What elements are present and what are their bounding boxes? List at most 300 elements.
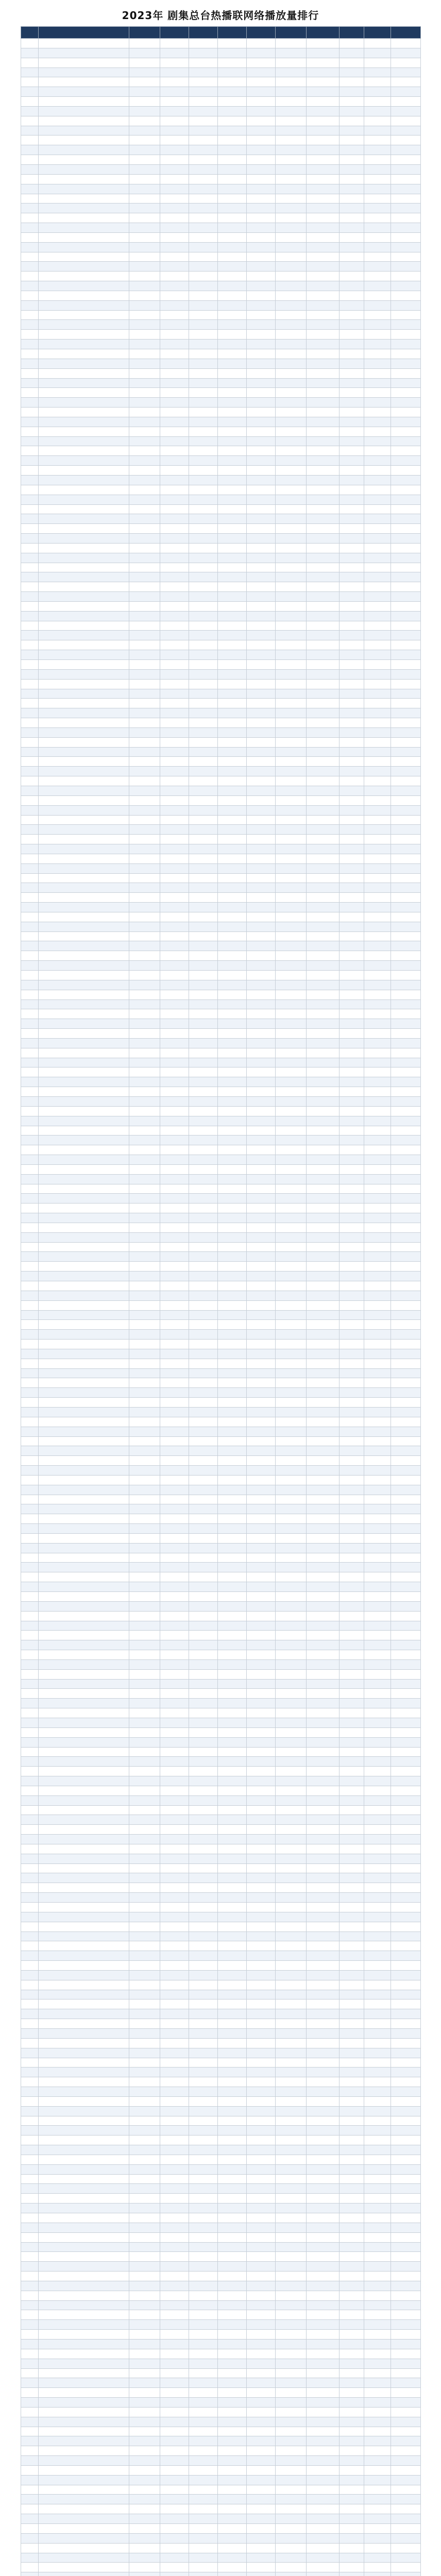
table-row [21, 2252, 421, 2262]
table-cell [189, 1883, 218, 1893]
table-cell [247, 1136, 276, 1145]
table-cell [189, 2417, 218, 2427]
table-cell [340, 1572, 364, 1582]
table-cell [307, 805, 340, 815]
table-cell [247, 1786, 276, 1795]
table-cell [276, 204, 307, 213]
table-cell [160, 2077, 189, 2087]
table-cell [391, 2417, 421, 2427]
table-cell [307, 912, 340, 922]
table-cell [247, 524, 276, 534]
table-cell [189, 1689, 218, 1699]
table-cell [189, 1747, 218, 1757]
table-cell [276, 417, 307, 427]
table-cell [307, 621, 340, 631]
table-cell [189, 1621, 218, 1631]
table-cell [276, 640, 307, 650]
table-cell [218, 291, 247, 300]
table-cell [364, 669, 391, 679]
table-cell [247, 398, 276, 408]
table-cell [39, 1737, 129, 1747]
table-cell [129, 1883, 160, 1893]
table-cell [340, 1611, 364, 1621]
table-cell [189, 1524, 218, 1534]
table-cell [391, 2184, 421, 2194]
table-cell [307, 2446, 340, 2456]
table-cell [21, 2204, 39, 2213]
table-cell [247, 1611, 276, 1621]
table-cell [129, 1815, 160, 1825]
table-cell [276, 1572, 307, 1582]
table-cell [21, 835, 39, 844]
table-cell [276, 408, 307, 417]
table-row [21, 1436, 421, 1446]
table-cell [307, 1349, 340, 1359]
table-cell [21, 368, 39, 378]
table-cell [247, 1640, 276, 1650]
table-cell [21, 660, 39, 670]
table-cell [364, 1087, 391, 1097]
table-cell [340, 931, 364, 941]
table-cell [129, 1980, 160, 1990]
table-cell [21, 1281, 39, 1291]
table-cell [218, 2465, 247, 2475]
table-cell [218, 106, 247, 116]
table-cell [189, 1466, 218, 1476]
table-cell [391, 961, 421, 971]
table-cell [189, 2106, 218, 2116]
table-row [21, 242, 421, 252]
table-cell [307, 2572, 340, 2576]
table-cell [129, 1213, 160, 1223]
table-cell [247, 1903, 276, 1912]
table-cell [160, 553, 189, 563]
table-cell [129, 2320, 160, 2330]
table-cell [21, 2388, 39, 2398]
table-cell [276, 1582, 307, 1592]
table-row [21, 184, 421, 194]
table-cell [189, 1272, 218, 1281]
table-cell [21, 2368, 39, 2378]
table-cell [391, 1631, 421, 1640]
table-cell [39, 990, 129, 999]
table-cell [340, 232, 364, 242]
table-cell [189, 1903, 218, 1912]
table-cell [129, 1330, 160, 1340]
table-cell [129, 883, 160, 893]
table-cell [391, 669, 421, 679]
table-cell [129, 1786, 160, 1795]
table-cell [276, 1825, 307, 1835]
table-cell [247, 1757, 276, 1767]
table-cell [340, 252, 364, 262]
table-row [21, 883, 421, 893]
table-cell [39, 378, 129, 388]
table-cell [160, 1659, 189, 1669]
table-cell [364, 699, 391, 708]
table-cell [340, 1951, 364, 1961]
table-cell [247, 1204, 276, 1213]
table-cell [307, 1252, 340, 1262]
table-row [21, 2524, 421, 2534]
table-cell [247, 2427, 276, 2436]
table-cell [364, 1281, 391, 1291]
table-cell [39, 650, 129, 660]
table-cell [276, 854, 307, 863]
table-cell [364, 2368, 391, 2378]
table-cell [340, 2504, 364, 2514]
table-cell [160, 1145, 189, 1155]
table-cell [189, 2174, 218, 2184]
table-cell [129, 2475, 160, 2485]
table-cell [218, 252, 247, 262]
table-cell [160, 1912, 189, 1922]
table-cell [364, 1155, 391, 1165]
table-cell [189, 417, 218, 427]
table-cell [218, 1116, 247, 1126]
table-cell [129, 903, 160, 912]
table-cell [129, 2330, 160, 2340]
table-row [21, 2378, 421, 2388]
table-cell [391, 1980, 421, 1990]
table-row [21, 2553, 421, 2563]
table-cell [364, 767, 391, 776]
table-cell [247, 825, 276, 835]
table-cell [364, 2174, 391, 2184]
table-cell [129, 631, 160, 640]
table-cell [189, 1970, 218, 1980]
table-cell [21, 106, 39, 116]
table-cell [160, 534, 189, 544]
table-row [21, 1873, 421, 1883]
table-row [21, 1854, 421, 1863]
table-cell [340, 1038, 364, 1048]
table-cell [21, 737, 39, 747]
table-cell [340, 164, 364, 174]
table-cell [276, 1378, 307, 1388]
table-cell [247, 815, 276, 825]
table-cell [276, 87, 307, 97]
table-cell [340, 1543, 364, 1553]
table-cell [276, 835, 307, 844]
table-cell [129, 1272, 160, 1281]
table-cell [340, 961, 364, 971]
table-cell [129, 1747, 160, 1757]
table-cell [364, 1291, 391, 1300]
table-cell [340, 1563, 364, 1572]
table-cell [307, 232, 340, 242]
table-cell [340, 1223, 364, 1232]
table-cell [218, 1281, 247, 1291]
table-cell [189, 349, 218, 359]
table-cell [39, 718, 129, 728]
table-cell [129, 262, 160, 272]
table-cell [39, 2048, 129, 2058]
table-cell [391, 2058, 421, 2067]
table-cell [21, 640, 39, 650]
table-cell [276, 1903, 307, 1912]
table-cell [218, 1922, 247, 1931]
table-cell [189, 1563, 218, 1572]
table-cell [307, 1087, 340, 1097]
table-cell [391, 2378, 421, 2388]
table-cell [160, 631, 189, 640]
table-cell [391, 1029, 421, 1039]
table-cell [39, 1767, 129, 1776]
table-cell [160, 1077, 189, 1087]
table-cell [160, 398, 189, 408]
table-cell [391, 1563, 421, 1572]
table-cell [218, 1553, 247, 1563]
table-cell [276, 485, 307, 495]
table-cell [218, 708, 247, 718]
table-cell [218, 2019, 247, 2029]
table-cell [21, 2048, 39, 2058]
table-cell [276, 524, 307, 534]
table-cell [21, 2028, 39, 2038]
table-cell [129, 708, 160, 718]
table-cell [129, 1320, 160, 1330]
table-cell [189, 135, 218, 145]
table-cell [39, 883, 129, 893]
table-cell [307, 1922, 340, 1931]
table-cell [160, 2485, 189, 2495]
table-cell [189, 708, 218, 718]
table-cell [307, 456, 340, 466]
table-cell [307, 1815, 340, 1825]
table-cell [364, 815, 391, 825]
table-row [21, 1155, 421, 1165]
table-cell [21, 1999, 39, 2009]
table-cell [307, 378, 340, 388]
table-cell [307, 1727, 340, 1737]
table-cell [364, 1223, 391, 1232]
table-cell [160, 1320, 189, 1330]
table-cell [247, 951, 276, 961]
table-cell [129, 2067, 160, 2077]
table-cell [39, 436, 129, 446]
table-cell [364, 2349, 391, 2359]
table-cell [276, 1631, 307, 1640]
table-cell [364, 1854, 391, 1863]
table-cell [129, 2300, 160, 2310]
table-cell [247, 2320, 276, 2330]
table-cell [189, 1106, 218, 1116]
table-row [21, 1611, 421, 1621]
table-cell [21, 1029, 39, 1039]
table-cell [218, 58, 247, 67]
table-cell [340, 1854, 364, 1863]
table-cell [247, 1524, 276, 1534]
table-cell [129, 1368, 160, 1378]
table-cell [391, 2485, 421, 2495]
table-row [21, 1563, 421, 1572]
table-cell [160, 1708, 189, 1718]
table-cell [307, 893, 340, 903]
table-cell [276, 2456, 307, 2466]
table-cell [129, 2572, 160, 2576]
table-cell [391, 2272, 421, 2281]
table-cell [189, 2368, 218, 2378]
table-cell [340, 951, 364, 961]
table-cell [364, 2204, 391, 2213]
table-cell [391, 1718, 421, 1727]
table-cell [307, 1873, 340, 1883]
table-cell [340, 1272, 364, 1281]
table-cell [189, 854, 218, 863]
table-cell [307, 2407, 340, 2417]
table-cell [247, 572, 276, 582]
table-cell [364, 2524, 391, 2534]
table-cell [364, 1941, 391, 1951]
table-cell [21, 1378, 39, 1388]
table-cell [218, 1145, 247, 1155]
table-cell [276, 349, 307, 359]
table-cell [391, 1970, 421, 1980]
table-row [21, 2232, 421, 2242]
table-cell [129, 2378, 160, 2388]
table-cell [307, 2330, 340, 2340]
table-cell [364, 1475, 391, 1485]
table-cell [21, 1427, 39, 1436]
table-cell [189, 2572, 218, 2576]
table-cell [160, 1087, 189, 1097]
table-cell [307, 1300, 340, 1310]
table-cell [340, 2563, 364, 2572]
table-cell [276, 1514, 307, 1524]
table-cell [247, 2077, 276, 2087]
table-cell [129, 1058, 160, 1067]
table-cell [189, 213, 218, 223]
table-row [21, 601, 421, 611]
table-cell [307, 2204, 340, 2213]
table-cell [276, 2038, 307, 2048]
table-cell [276, 174, 307, 184]
table-cell [391, 2242, 421, 2252]
table-cell [21, 1398, 39, 1408]
table-cell [340, 2456, 364, 2466]
table-cell [160, 2320, 189, 2330]
table-cell [247, 2272, 276, 2281]
table-cell [160, 2524, 189, 2534]
table-cell [39, 825, 129, 835]
table-row [21, 1815, 421, 1825]
table-cell [160, 164, 189, 174]
table-row [21, 2145, 421, 2155]
table-cell [160, 2553, 189, 2563]
table-cell [307, 2378, 340, 2388]
column-header [21, 27, 39, 39]
table-cell [160, 2184, 189, 2194]
table-cell [21, 485, 39, 495]
table-cell [189, 1223, 218, 1232]
table-cell [160, 1164, 189, 1174]
table-cell [307, 514, 340, 524]
table-row [21, 1194, 421, 1204]
table-cell [39, 631, 129, 640]
table-cell [189, 67, 218, 77]
table-cell [189, 631, 218, 640]
table-cell [276, 504, 307, 514]
table-cell [307, 2310, 340, 2320]
table-cell [218, 1582, 247, 1592]
table-cell [391, 1456, 421, 1466]
table-cell [39, 708, 129, 718]
table-cell [129, 844, 160, 854]
table-cell [391, 2096, 421, 2106]
table-cell [189, 1009, 218, 1019]
table-cell [364, 1184, 391, 1194]
table-row [21, 1388, 421, 1398]
table-cell [218, 1883, 247, 1893]
table-cell [21, 893, 39, 903]
table-cell [160, 2116, 189, 2126]
table-cell [129, 2048, 160, 2058]
table-cell [276, 2116, 307, 2126]
table-cell [39, 1116, 129, 1126]
table-cell [247, 1116, 276, 1126]
table-cell [247, 1708, 276, 1718]
table-cell [276, 2553, 307, 2563]
table-cell [307, 2194, 340, 2204]
table-cell [189, 1999, 218, 2009]
table-cell [129, 1601, 160, 1611]
table-cell [21, 931, 39, 941]
table-cell [218, 1669, 247, 1679]
table-cell [160, 1456, 189, 1466]
table-row [21, 398, 421, 408]
table-row [21, 2359, 421, 2368]
table-cell [364, 135, 391, 145]
table-row [21, 504, 421, 514]
table-cell [364, 2533, 391, 2543]
table-cell [276, 1320, 307, 1330]
table-cell [340, 2339, 364, 2349]
table-cell [391, 1825, 421, 1835]
table-cell [391, 786, 421, 795]
table-row [21, 815, 421, 825]
table-cell [340, 524, 364, 534]
table-cell [364, 1262, 391, 1272]
table-cell [129, 1611, 160, 1621]
table-cell [340, 213, 364, 223]
table-cell [307, 1174, 340, 1184]
table-cell [247, 1679, 276, 1689]
table-cell [340, 2320, 364, 2330]
table-row [21, 2427, 421, 2436]
table-cell [218, 126, 247, 135]
table-cell [247, 300, 276, 310]
table-cell [160, 1582, 189, 1592]
table-cell [160, 97, 189, 107]
table-cell [391, 1310, 421, 1320]
column-header [247, 27, 276, 39]
table-cell [189, 903, 218, 912]
table-cell [307, 961, 340, 971]
table-cell [189, 2262, 218, 2272]
table-cell [391, 2174, 421, 2184]
table-cell [340, 1320, 364, 1330]
table-cell [39, 184, 129, 194]
table-cell [218, 669, 247, 679]
table-cell [160, 456, 189, 466]
table-cell [218, 631, 247, 640]
table-row [21, 1524, 421, 1534]
table-cell [129, 135, 160, 145]
table-cell [189, 1136, 218, 1145]
table-cell [307, 1204, 340, 1213]
table-cell [391, 2368, 421, 2378]
